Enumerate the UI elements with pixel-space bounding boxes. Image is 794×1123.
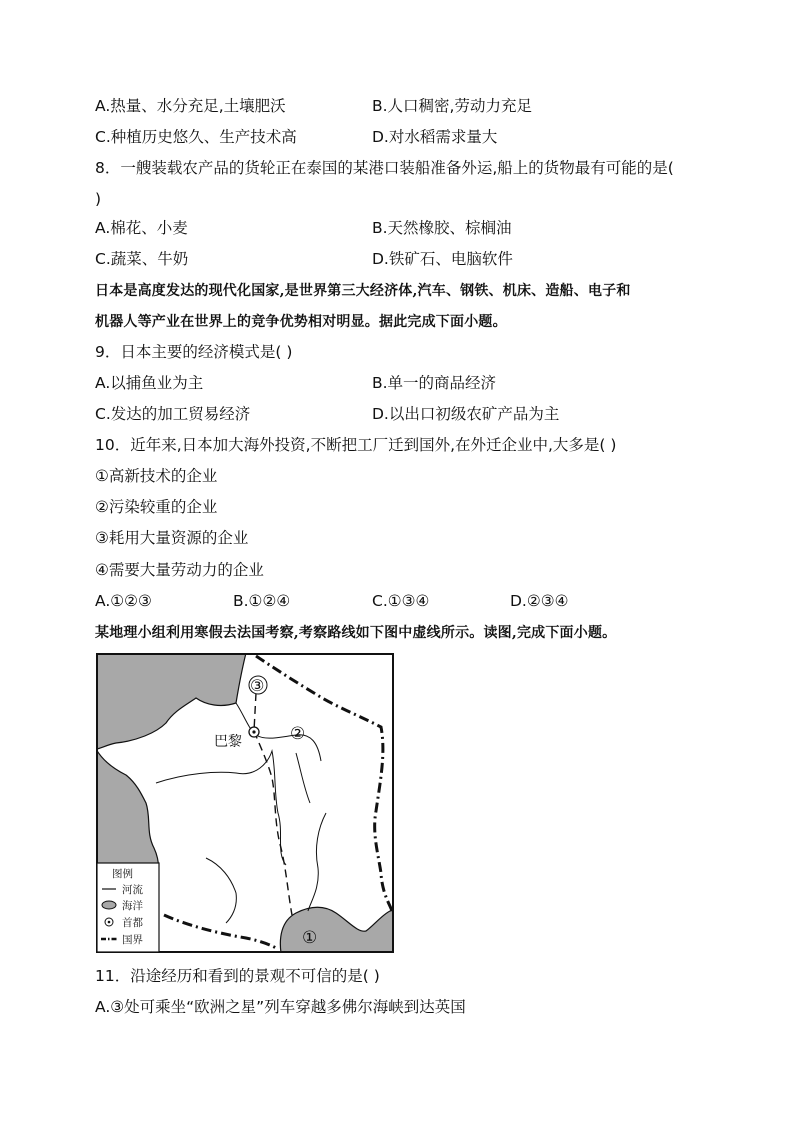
q7-option-c[interactable]: C.种植历史悠久、生产技术高 <box>95 128 297 146</box>
france-intro: 某地理小组利用寒假去法国考察,考察路线如下图中虚线所示。读图,完成下面小题。 <box>95 625 617 641</box>
legend-title: 图例 <box>112 868 133 880</box>
marker-1: ① <box>302 928 318 948</box>
q8-option-c[interactable]: C.蔬菜、牛奶 <box>95 250 189 268</box>
q10-item-2: ②污染较重的企业 <box>95 498 218 516</box>
legend-capital: 首都 <box>122 917 143 929</box>
q10-item-1: ①高新技术的企业 <box>95 467 218 485</box>
legend-border: 国界 <box>122 934 143 946</box>
map-legend <box>97 863 159 952</box>
legend-ocean: 海洋 <box>122 900 143 912</box>
q11-stem: 11．沿途经历和看到的景观不可信的是( ) <box>95 967 380 985</box>
q8-option-d[interactable]: D.铁矿石、电脑软件 <box>372 250 513 268</box>
q9-stem: 9．日本主要的经济模式是( ) <box>95 343 293 361</box>
q10-item-3: ③耗用大量资源的企业 <box>95 529 249 547</box>
q10-option-d[interactable]: D.②③④ <box>510 592 569 610</box>
marker-3: ③ <box>250 676 265 695</box>
legend-river: 河流 <box>122 884 143 896</box>
japan-intro-line1: 日本是高度发达的现代化国家,是世界第三大经济体,汽车、钢铁、机床、造船、电子和 <box>95 283 631 299</box>
japan-intro-line2: 机器人等产业在世界上的竞争优势相对明显。据此完成下面小题。 <box>95 314 507 330</box>
q10-option-a[interactable]: A.①②③ <box>95 592 152 610</box>
q10-option-c[interactable]: C.①③④ <box>372 592 430 610</box>
q7-option-b[interactable]: B.人口稠密,劳动力充足 <box>372 97 532 115</box>
q7-option-a[interactable]: A.热量、水分充足,土壤肥沃 <box>95 97 286 115</box>
france-route-map <box>96 653 394 953</box>
q8-stem: 8．一艘装载农产品的货轮正在泰国的某港口装船准备外运,船上的货物最有可能的是( <box>95 159 674 177</box>
q8-option-b[interactable]: B.天然橡胶、棕榈油 <box>372 219 512 237</box>
q9-option-d[interactable]: D.以出口初级农矿产品为主 <box>372 405 560 423</box>
q10-item-4: ④需要大量劳动力的企业 <box>95 561 264 579</box>
marker-2: ② <box>290 724 306 744</box>
q11-option-a[interactable]: A.③处可乘坐“欧洲之星”列车穿越多佛尔海峡到达英国 <box>95 998 466 1016</box>
q7-option-d[interactable]: D.对水稻需求量大 <box>372 128 498 146</box>
q8-stem-continued: ) <box>95 190 102 208</box>
q9-option-c[interactable]: C.发达的加工贸易经济 <box>95 405 251 423</box>
q8-option-a[interactable]: A.棉花、小麦 <box>95 219 188 237</box>
q9-option-a[interactable]: A.以捕鱼业为主 <box>95 374 204 392</box>
paris-label: 巴黎 <box>214 734 242 750</box>
q10-stem: 10．近年来,日本加大海外投资,不断把工厂迁到国外,在外迁企业中,大多是( ) <box>95 436 617 454</box>
q10-option-b[interactable]: B.①②④ <box>233 592 291 610</box>
q9-option-b[interactable]: B.单一的商品经济 <box>372 374 497 392</box>
